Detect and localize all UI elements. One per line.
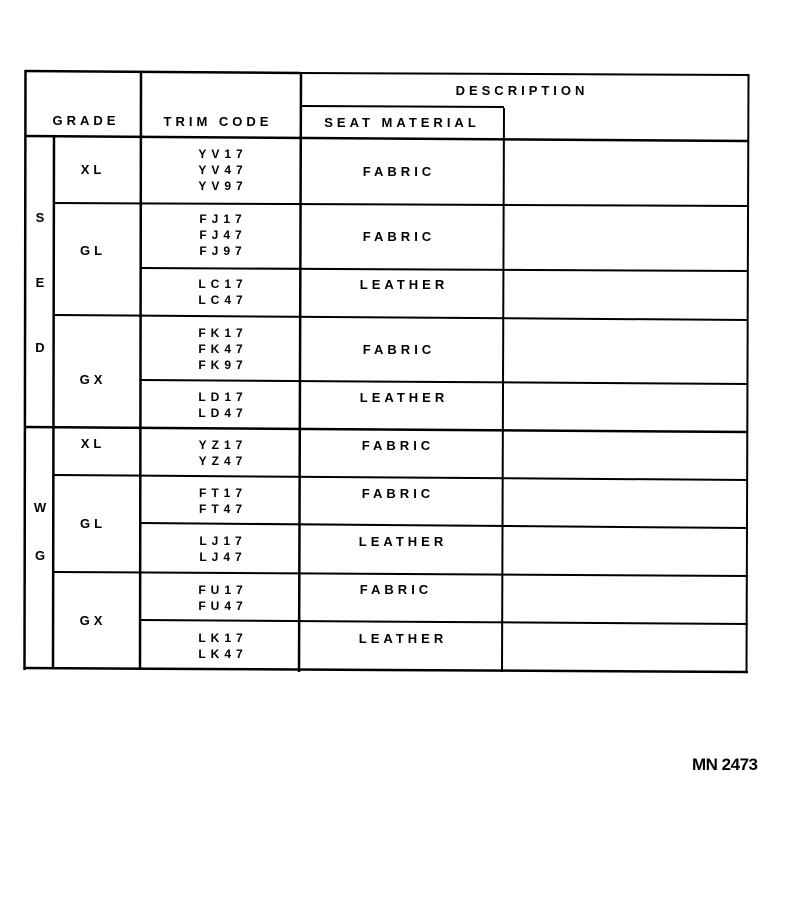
trim-code: FU47 [198, 599, 248, 613]
trim-codes-row-5 [198, 389, 247, 421]
trim-code: LK17 [198, 631, 248, 645]
group-sed-letter-2: E [35, 275, 45, 290]
trim-code: FJ17 [199, 212, 247, 226]
seat-material-row-9: FABRIC [359, 582, 433, 597]
trim-code: LC47 [198, 293, 248, 307]
trim-codes-row-6 [199, 437, 248, 469]
seat-material-row-5: LEATHER [359, 390, 449, 405]
grade-header: GRADE [52, 113, 120, 128]
grade-sed-gl: GL [79, 243, 107, 258]
seat-material-row-8: LEATHER [358, 534, 448, 549]
trim-code: FK47 [198, 342, 248, 356]
group-sed-letter-1: S [35, 210, 45, 225]
trim-code: YV17 [198, 147, 248, 161]
seat-material-row-4: FABRIC [362, 342, 436, 357]
trim-code: YZ17 [198, 438, 248, 452]
group-wg-letter-2: G [34, 548, 46, 563]
grade-wg-gx: GX [79, 613, 107, 628]
trim-code: FJ47 [199, 228, 247, 242]
grade-wg-gl: GL [79, 516, 107, 531]
trim-code: FT17 [198, 486, 248, 500]
grade-sed-xl: XL [80, 162, 106, 177]
trim-code: YZ47 [198, 454, 248, 468]
group-wg-letter-1: W [33, 500, 47, 515]
trim-codes-row-8 [199, 533, 246, 565]
trim-code: YV47 [198, 163, 248, 177]
group-sed-letter-3: D [35, 340, 45, 355]
trim-code: LC17 [198, 277, 248, 291]
seat-material-row-6: FABRIC [361, 438, 435, 453]
seat-material-row-3: LEATHER [359, 277, 449, 292]
trim-code: LD17 [198, 390, 248, 404]
trim-code: LJ17 [199, 534, 247, 548]
seat-material-row-1: FABRIC [362, 164, 436, 179]
trim-codes-row-9 [198, 582, 247, 614]
trim-codes-row-4 [198, 325, 247, 373]
seat-material-row-10: LEATHER [358, 631, 448, 646]
trim-code: YV97 [198, 179, 248, 193]
trim-code: LK47 [198, 647, 248, 661]
trim-codes-row-10 [198, 630, 247, 662]
seat-material-header: SEAT MATERIAL [324, 115, 480, 130]
grade-wg-xl: XL [80, 436, 106, 451]
description-header: DESCRIPTION [455, 83, 589, 98]
trim-code: LD47 [198, 406, 248, 420]
seat-material-row-2: FABRIC [362, 229, 436, 244]
seat-material-row-7: FABRIC [361, 486, 435, 501]
trim-code: FK17 [198, 326, 248, 340]
grade-sed-gx: GX [79, 372, 107, 387]
trim-codes-row-3 [198, 276, 247, 308]
figure-number: MN 2473 [692, 755, 758, 774]
trim-code: FK97 [198, 358, 248, 372]
trim-code: LJ47 [199, 550, 247, 564]
trim-codes-row-2 [199, 211, 246, 259]
trim-code: FJ97 [199, 244, 247, 258]
trim-codes-row-7 [199, 485, 247, 517]
trim-code-header: TRIM CODE [163, 114, 273, 129]
trim-code: FU17 [198, 583, 248, 597]
trim-code: FT47 [198, 502, 248, 516]
trim-codes-row-1 [198, 146, 247, 194]
